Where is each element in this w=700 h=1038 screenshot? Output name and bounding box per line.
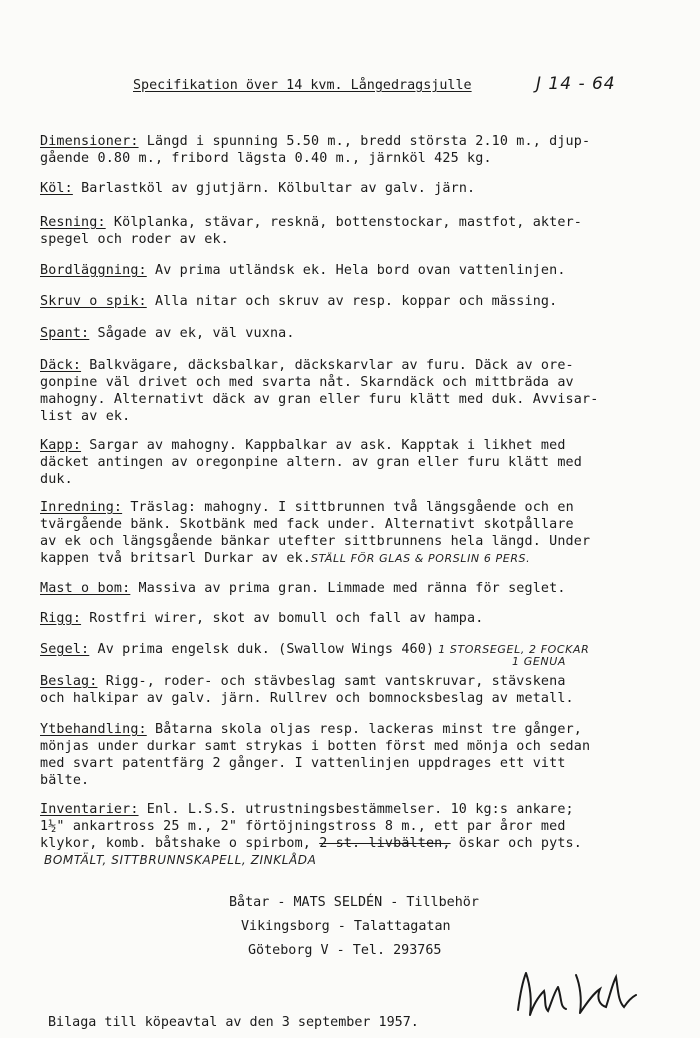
inventarier-text-3a: klykor, komb. båtshake o spirbom, [40, 836, 320, 851]
kapp-line-3: duk. [40, 472, 73, 487]
beslag-line-1 [40, 673, 566, 690]
inventarier-line-3 [40, 835, 582, 852]
kapp-text: Sargar av mahogny. Kappbalkar av ask. Kapptak i likhet med [81, 438, 566, 453]
segel-label: Segel: [40, 642, 90, 657]
dimensioner-line-1 [40, 133, 590, 150]
segel-handwritten-note-1: 1 STORSEGEL, 2 FOCKAR [438, 643, 590, 656]
kol-label: Köl: [40, 181, 73, 196]
bordlaggning-text: Av prima utländsk ek. Hela bord ovan vattenlinjen. [146, 263, 566, 278]
spant-text: Sågade av ek, väl vuxna. [89, 326, 295, 341]
ytbehandling-line-1 [40, 721, 582, 738]
address-line: Vikingsborg - Talattagatan [241, 919, 451, 934]
kapp-line-2: däcket antingen av oregonpine altern. av gran eller furu klätt med [40, 455, 582, 470]
inventarier-line-1 [40, 801, 574, 818]
rigg-label: Rigg: [40, 611, 82, 626]
ytbehandling-label: Ytbehandling: [40, 722, 147, 737]
dack-text: Balkvägare, däcksbalkar, däckskarvlar av furu. Däck av ore- [81, 358, 574, 373]
bilaga-line: Bilaga till köpeavtal av den 3 september 1957. [48, 1015, 419, 1030]
kapp-line-1 [40, 437, 566, 454]
bordlaggning-label: Bordläggning: [40, 263, 147, 278]
inventarier-struck-text: 2 st. livbälten, [319, 836, 451, 851]
inredning-label: Inredning: [40, 500, 123, 515]
spant-line [40, 325, 295, 342]
inredning-line-4 [40, 550, 530, 567]
inredning-line-2: tvärgående bänk. Skotbänk med fack under. Alternativt skotpållare [40, 517, 574, 532]
inredning-text: Träslag: mahogny. I sittbrunnen två längsgående och en [122, 500, 574, 515]
inredning-line-1 [40, 499, 574, 516]
kol-line [40, 180, 475, 197]
phone-line: Göteborg V - Tel. 293765 [248, 943, 442, 958]
mast-line [40, 580, 566, 597]
company-line: Båtar - MATS SELDÉN - Tillbehör [229, 895, 479, 910]
skruv-label: Skruv o spik: [40, 294, 147, 309]
inredning-handwritten-note: STÄLL FÖR GLAS & PORSLIN 6 PERS. [311, 552, 531, 565]
resning-line-2: spegel och roder av ek. [40, 232, 229, 247]
dack-line-3: mahogny. Alternativt däck av gran eller furu klätt med duk. Avvisar- [40, 392, 599, 407]
beslag-text: Rigg-, roder- och stävbeslag samt vantskruvar, stävskena [97, 674, 566, 689]
kol-text: Barlastköl av gjutjärn. Kölbultar av galv. järn. [72, 181, 476, 196]
resning-line-1 [40, 214, 582, 231]
skruv-line [40, 293, 557, 310]
spant-label: Spant: [40, 326, 90, 341]
resning-label: Resning: [40, 215, 106, 230]
beslag-line-2: och halkipar av galv. järn. Rullrev och bomnocksbeslag av metall. [40, 691, 574, 706]
segel-text: Av prima engelsk duk. (Swallow Wings 460) [89, 642, 435, 657]
dimensioner-label: Dimensioner: [40, 134, 139, 149]
kapp-label: Kapp: [40, 438, 82, 453]
dack-line-2: gonpine väl drivet och med svarta nåt. Skarndäck och mittbräda av [40, 375, 574, 390]
inventarier-line-2: 1½" ankartross 25 m., 2" förtöjningstross 8 m., ett par åror med [40, 819, 566, 834]
dack-label: Däck: [40, 358, 82, 373]
ytbehandling-line-3: med svart patentfärg 2 gånger. I vattenlinjen uppdrages ett vitt [40, 756, 566, 771]
dack-line-4: list av ek. [40, 409, 131, 424]
inredning-line-3: av ek och längsgående bänkar utefter sittbrunnens hela längd. Under [40, 534, 591, 549]
ytbehandling-line-4: bälte. [40, 773, 90, 788]
rigg-text: Rostfri wirer, skot av bomull och fall av hampa. [81, 611, 484, 626]
inventarier-handwritten-note: BOMTÄLT, SITTBRUNNSKAPELL, ZINKLÅDA [44, 853, 317, 867]
inventarier-label: Inventarier: [40, 802, 139, 817]
inredning-text-4: kappen två britsarl Durkar av ek. [40, 551, 311, 566]
rigg-line [40, 610, 483, 627]
ytbehandling-text: Båtarna skola oljas resp. lackeras minst tre gånger, [146, 722, 582, 737]
mast-text: Massiva av prima gran. Limmade med ränna för seglet. [130, 581, 566, 596]
mast-label: Mast o bom: [40, 581, 131, 596]
document-title: Specifikation över 14 kvm. Långedragsjulle [133, 78, 472, 93]
bordlaggning-line [40, 262, 566, 279]
segel-line [40, 641, 589, 658]
inventarier-text: Enl. L.S.S. utrustningsbestämmelser. 10 kg:s ankare; [138, 802, 574, 817]
dimensioner-text: Längd i spunning 5.50 m., bredd största 2.10 m., djup- [138, 134, 591, 149]
dack-line-1 [40, 357, 574, 374]
inventarier-text-3b: öskar och pyts. [450, 836, 582, 851]
ytbehandling-line-2: mönjas under durkar samt strykas i botten först med mönja och sedan [40, 739, 591, 754]
skruv-text: Alla nitar och skruv av resp. koppar och mässing. [146, 294, 558, 309]
resning-text: Kölplanka, stävar, resknä, bottenstockar, mastfot, akter- [105, 215, 582, 230]
segel-handwritten-note-2: 1 GENUA [512, 655, 566, 668]
handwritten-title-note: J 14 - 64 [536, 74, 616, 94]
dimensioner-line-2: gående 0.80 m., fribord lägsta 0.40 m., järnköl 425 kg. [40, 151, 492, 166]
beslag-label: Beslag: [40, 674, 98, 689]
signature-image [500, 955, 640, 1025]
